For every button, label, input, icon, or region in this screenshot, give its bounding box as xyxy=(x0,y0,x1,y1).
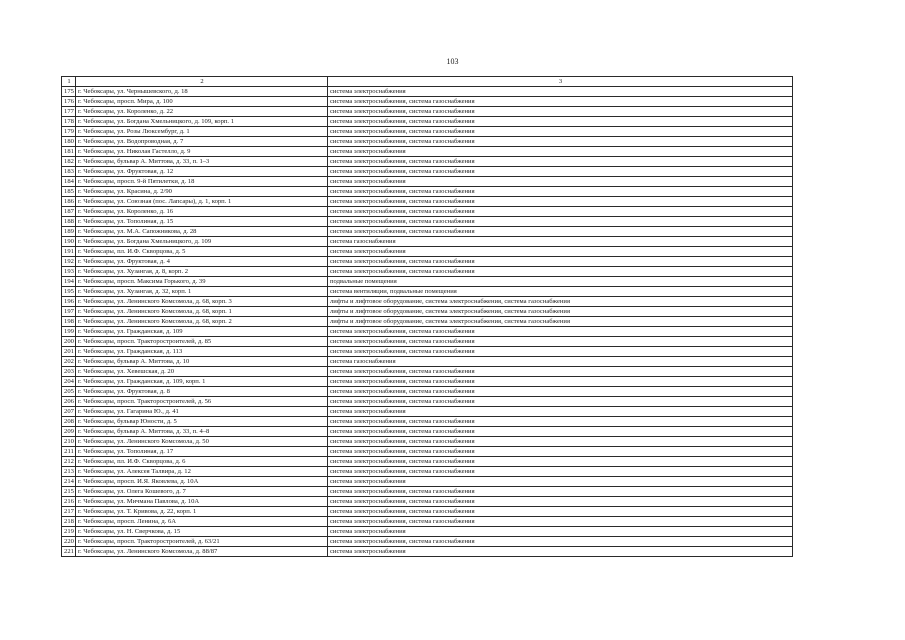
systems-cell: система электроснабжения, система газоснабжения xyxy=(328,367,793,377)
row-number: 220 xyxy=(62,537,76,547)
table-row xyxy=(62,337,793,347)
address-cell: г. Чебоксары, просп. Максима Горького, д. 39 xyxy=(76,277,328,287)
table-row xyxy=(62,247,793,257)
address-cell: г. Чебоксары, ул. Ленинского Комсомола, д. 88/87 xyxy=(76,547,328,557)
row-number: 206 xyxy=(62,397,76,407)
table-body xyxy=(62,87,793,557)
table-row xyxy=(62,407,793,417)
table-row xyxy=(62,367,793,377)
table-row xyxy=(62,157,793,167)
systems-cell: система электроснабжения, система газоснабжения xyxy=(328,267,793,277)
address-cell: г. Чебоксары, ул. Т. Кривова, д. 22, корп. 1 xyxy=(76,507,328,517)
address-cell: г. Чебоксары, ул. Гражданская, д. 109, корп. 1 xyxy=(76,377,328,387)
systems-cell: система электроснабжения xyxy=(328,247,793,257)
table-row xyxy=(62,207,793,217)
row-number: 184 xyxy=(62,177,76,187)
systems-cell: система электроснабжения, система газоснабжения xyxy=(328,327,793,337)
address-cell: г. Чебоксары, ул. Мичмана Павлова, д. 10А xyxy=(76,497,328,507)
table-row xyxy=(62,387,793,397)
row-number: 190 xyxy=(62,237,76,247)
table-row xyxy=(62,527,793,537)
systems-cell: система электроснабжения, система газоснабжения xyxy=(328,467,793,477)
row-number: 200 xyxy=(62,337,76,347)
systems-cell: система электроснабжения, система газоснабжения xyxy=(328,417,793,427)
address-cell: г. Чебоксары, бульвар А. Миттова, д. 33, п. 4–8 xyxy=(76,427,328,437)
address-cell: г. Чебоксары, ул. Ленинского Комсомола, д. 68, корп. 3 xyxy=(76,297,328,307)
row-number: 213 xyxy=(62,467,76,477)
address-cell: г. Чебоксары, ул. Хевешская, д. 20 xyxy=(76,367,328,377)
row-number: 193 xyxy=(62,267,76,277)
table-row xyxy=(62,307,793,317)
address-cell: г. Чебоксары, пл. И.Ф. Скворцова, д. 6 xyxy=(76,457,328,467)
address-cell: г. Чебоксары, ул. Хузангая, д. 32, корп. 1 xyxy=(76,287,328,297)
table-row xyxy=(62,257,793,267)
row-number: 207 xyxy=(62,407,76,417)
row-number: 183 xyxy=(62,167,76,177)
systems-cell: подвальные помещения xyxy=(328,277,793,287)
table-row xyxy=(62,297,793,307)
table-header xyxy=(62,77,793,87)
systems-cell: система электроснабжения xyxy=(328,547,793,557)
row-number: 204 xyxy=(62,377,76,387)
table-row xyxy=(62,507,793,517)
systems-cell: система электроснабжения, система газоснабжения xyxy=(328,107,793,117)
table-row xyxy=(62,147,793,157)
table-row xyxy=(62,327,793,337)
row-number: 197 xyxy=(62,307,76,317)
systems-cell: система электроснабжения, система газоснабжения xyxy=(328,157,793,167)
address-cell: г. Чебоксары, ул. Чернышевского, д. 18 xyxy=(76,87,328,97)
table-row xyxy=(62,497,793,507)
table-row xyxy=(62,377,793,387)
systems-cell: система электроснабжения, система газоснабжения xyxy=(328,397,793,407)
table-row xyxy=(62,287,793,297)
row-number: 215 xyxy=(62,487,76,497)
table-row xyxy=(62,467,793,477)
address-cell: г. Чебоксары, пл. И.Ф. Скворцова, д. 5 xyxy=(76,247,328,257)
systems-cell: система электроснабжения, система газоснабжения xyxy=(328,257,793,267)
row-number: 216 xyxy=(62,497,76,507)
systems-cell: система газоснабжения xyxy=(328,237,793,247)
table-row xyxy=(62,357,793,367)
table-row xyxy=(62,277,793,287)
systems-cell: система электроснабжения, система газоснабжения xyxy=(328,497,793,507)
row-number: 217 xyxy=(62,507,76,517)
address-cell: г. Чебоксары, ул. Николая Гастелло, д. 9 xyxy=(76,147,328,157)
row-number: 203 xyxy=(62,367,76,377)
systems-cell: система электроснабжения xyxy=(328,87,793,97)
table-row xyxy=(62,267,793,277)
row-number: 186 xyxy=(62,197,76,207)
table-row xyxy=(62,347,793,357)
address-cell: г. Чебоксары, бульвар А. Миттова, д. 33, п. 1–3 xyxy=(76,157,328,167)
address-cell: г. Чебоксары, ул. Ленинского Комсомола, д. 68, корп. 2 xyxy=(76,317,328,327)
row-number: 175 xyxy=(62,87,76,97)
row-number: 188 xyxy=(62,217,76,227)
row-number: 177 xyxy=(62,107,76,117)
column-header-3: 3 xyxy=(328,77,793,87)
table-row xyxy=(62,237,793,247)
row-number: 198 xyxy=(62,317,76,327)
address-cell: г. Чебоксары, просп. Тракторостроителей, д. 56 xyxy=(76,397,328,407)
table-row xyxy=(62,97,793,107)
systems-cell: лифты и лифтовое оборудование, система электроснабжения, система газоснабжения xyxy=(328,317,793,327)
address-cell: г. Чебоксары, ул. Тополиная, д. 15 xyxy=(76,217,328,227)
table-row xyxy=(62,187,793,197)
address-cell: г. Чебоксары, просп. И.Я. Яковлева, д. 10А xyxy=(76,477,328,487)
systems-cell: система электроснабжения, система газоснабжения xyxy=(328,227,793,237)
address-cell: г. Чебоксары, ул. Фруктовая, д. 12 xyxy=(76,167,328,177)
systems-cell: система электроснабжения, система газоснабжения xyxy=(328,167,793,177)
systems-cell: система электроснабжения, система газоснабжения xyxy=(328,377,793,387)
row-number: 210 xyxy=(62,437,76,447)
row-number: 196 xyxy=(62,297,76,307)
systems-cell: система электроснабжения, система газоснабжения xyxy=(328,427,793,437)
systems-cell: система электроснабжения, система газоснабжения xyxy=(328,447,793,457)
row-number: 187 xyxy=(62,207,76,217)
address-cell: г. Чебоксары, ул. Розы Люксембург, д. 1 xyxy=(76,127,328,137)
table-row xyxy=(62,437,793,447)
row-number: 176 xyxy=(62,97,76,107)
row-number: 185 xyxy=(62,187,76,197)
row-number: 205 xyxy=(62,387,76,397)
table-row xyxy=(62,227,793,237)
address-cell: г. Чебоксары, бульвар Юности, д. 5 xyxy=(76,417,328,427)
address-cell: г. Чебоксары, ул. Ленинского Комсомола, д. 50 xyxy=(76,437,328,447)
address-cell: г. Чебоксары, ул. Гражданская, д. 113 xyxy=(76,347,328,357)
building-systems-table xyxy=(61,76,793,557)
table-row xyxy=(62,537,793,547)
row-number: 180 xyxy=(62,137,76,147)
address-cell: г. Чебоксары, ул. Ленинского Комсомола, д. 68, корп. 1 xyxy=(76,307,328,317)
row-number: 189 xyxy=(62,227,76,237)
row-number: 209 xyxy=(62,427,76,437)
table-row xyxy=(62,487,793,497)
table-row xyxy=(62,197,793,207)
systems-cell: система электроснабжения, система газоснабжения xyxy=(328,337,793,347)
address-cell: г. Чебоксары, ул. Гагарина Ю., д. 41 xyxy=(76,407,328,417)
systems-cell: система электроснабжения, система газоснабжения xyxy=(328,517,793,527)
systems-cell: система электроснабжения xyxy=(328,477,793,487)
row-number: 191 xyxy=(62,247,76,257)
address-cell: г. Чебоксары, просп. Ленина, д. 6А xyxy=(76,517,328,527)
systems-cell: система электроснабжения, система газоснабжения xyxy=(328,197,793,207)
address-cell: г. Чебоксары, ул. Водопроводная, д. 7 xyxy=(76,137,328,147)
address-cell: г. Чебоксары, ул. Тополиная, д. 17 xyxy=(76,447,328,457)
row-number: 182 xyxy=(62,157,76,167)
row-number: 214 xyxy=(62,477,76,487)
systems-cell: система электроснабжения, система газоснабжения xyxy=(328,207,793,217)
systems-cell: система электроснабжения xyxy=(328,527,793,537)
systems-cell: система электроснабжения, система газоснабжения xyxy=(328,347,793,357)
address-cell: г. Чебоксары, ул. Гражданская, д. 109 xyxy=(76,327,328,337)
table-row xyxy=(62,477,793,487)
row-number: 181 xyxy=(62,147,76,157)
address-cell: г. Чебоксары, ул. М.А. Сапожникова, д. 28 xyxy=(76,227,328,237)
systems-cell: система электроснабжения xyxy=(328,177,793,187)
address-cell: г. Чебоксары, ул. Богдана Хмельницкого, д. 109, корп. 1 xyxy=(76,117,328,127)
systems-cell: система электроснабжения, система газоснабжения xyxy=(328,217,793,227)
systems-cell: лифты и лифтовое оборудование, система электроснабжения, система газоснабжения xyxy=(328,307,793,317)
address-cell: г. Чебоксары, ул. Короленко, д. 22 xyxy=(76,107,328,117)
table-row xyxy=(62,137,793,147)
table-row xyxy=(62,447,793,457)
systems-cell: система электроснабжения xyxy=(328,407,793,417)
address-cell: г. Чебоксары, просп. Тракторостроителей, д. 85 xyxy=(76,337,328,347)
row-number: 201 xyxy=(62,347,76,357)
table-row xyxy=(62,317,793,327)
address-cell: г. Чебоксары, ул. Союзная (пос. Лапсары), д. 1, корп. 1 xyxy=(76,197,328,207)
table-row xyxy=(62,177,793,187)
table-row xyxy=(62,547,793,557)
systems-cell: система электроснабжения, система газоснабжения xyxy=(328,507,793,517)
address-cell: г. Чебоксары, бульвар А. Миттова, д. 10 xyxy=(76,357,328,367)
systems-cell: система электроснабжения, система газоснабжения xyxy=(328,97,793,107)
systems-cell: система электроснабжения, система газоснабжения xyxy=(328,537,793,547)
systems-cell: система электроснабжения, система газоснабжения xyxy=(328,387,793,397)
address-cell: г. Чебоксары, ул. Олега Кошевого, д. 7 xyxy=(76,487,328,497)
row-number: 211 xyxy=(62,447,76,457)
address-cell: г. Чебоксары, ул. Н. Сверчкова, д. 15 xyxy=(76,527,328,537)
row-number: 192 xyxy=(62,257,76,267)
table-row xyxy=(62,417,793,427)
systems-cell: лифты и лифтовое оборудование, система электроснабжения, система газоснабжения xyxy=(328,297,793,307)
column-number-row xyxy=(62,77,793,87)
table-row xyxy=(62,107,793,117)
column-header-2: 2 xyxy=(76,77,328,87)
row-number: 199 xyxy=(62,327,76,337)
systems-cell: система электроснабжения xyxy=(328,147,793,157)
address-cell: г. Чебоксары, просп. Мира, д. 100 xyxy=(76,97,328,107)
row-number: 219 xyxy=(62,527,76,537)
systems-cell: система газоснабжения xyxy=(328,357,793,367)
row-number: 208 xyxy=(62,417,76,427)
systems-cell: система электроснабжения, система газоснабжения xyxy=(328,187,793,197)
row-number: 212 xyxy=(62,457,76,467)
table-row xyxy=(62,517,793,527)
systems-cell: система вентиляции, подвальные помещения xyxy=(328,287,793,297)
address-cell: г. Чебоксары, ул. Алексея Талвира, д. 12 xyxy=(76,467,328,477)
page-number: 103 xyxy=(446,57,459,66)
column-header-1: 1 xyxy=(62,77,76,87)
table-row xyxy=(62,397,793,407)
table-row xyxy=(62,457,793,467)
row-number: 218 xyxy=(62,517,76,527)
address-cell: г. Чебоксары, ул. Красина, д. 2/90 xyxy=(76,187,328,197)
row-number: 221 xyxy=(62,547,76,557)
table-row xyxy=(62,167,793,177)
address-cell: г. Чебоксары, ул. Фруктовая, д. 8 xyxy=(76,387,328,397)
systems-cell: система электроснабжения, система газоснабжения xyxy=(328,437,793,447)
table-row xyxy=(62,217,793,227)
row-number: 195 xyxy=(62,287,76,297)
address-cell: г. Чебоксары, ул. Хузангая, д. 8, корп. 2 xyxy=(76,267,328,277)
address-cell: г. Чебоксары, просп. Тракторостроителей, д. 63/21 xyxy=(76,537,328,547)
systems-cell: система электроснабжения, система газоснабжения xyxy=(328,457,793,467)
address-cell: г. Чебоксары, ул. Короленко, д. 16 xyxy=(76,207,328,217)
row-number: 202 xyxy=(62,357,76,367)
table-row xyxy=(62,427,793,437)
row-number: 194 xyxy=(62,277,76,287)
systems-cell: система электроснабжения, система газоснабжения xyxy=(328,487,793,497)
row-number: 179 xyxy=(62,127,76,137)
systems-cell: система электроснабжения, система газоснабжения xyxy=(328,117,793,127)
table-row xyxy=(62,127,793,137)
address-cell: г. Чебоксары, ул. Богдана Хмельницкого, д. 109 xyxy=(76,237,328,247)
table-row xyxy=(62,87,793,97)
systems-cell: система электроснабжения, система газоснабжения xyxy=(328,137,793,147)
table-row xyxy=(62,117,793,127)
systems-cell: система электроснабжения, система газоснабжения xyxy=(328,127,793,137)
address-cell: г. Чебоксары, ул. Фруктовая, д. 4 xyxy=(76,257,328,267)
address-cell: г. Чебоксары, просп. 9-й Пятилетки, д. 18 xyxy=(76,177,328,187)
row-number: 178 xyxy=(62,117,76,127)
